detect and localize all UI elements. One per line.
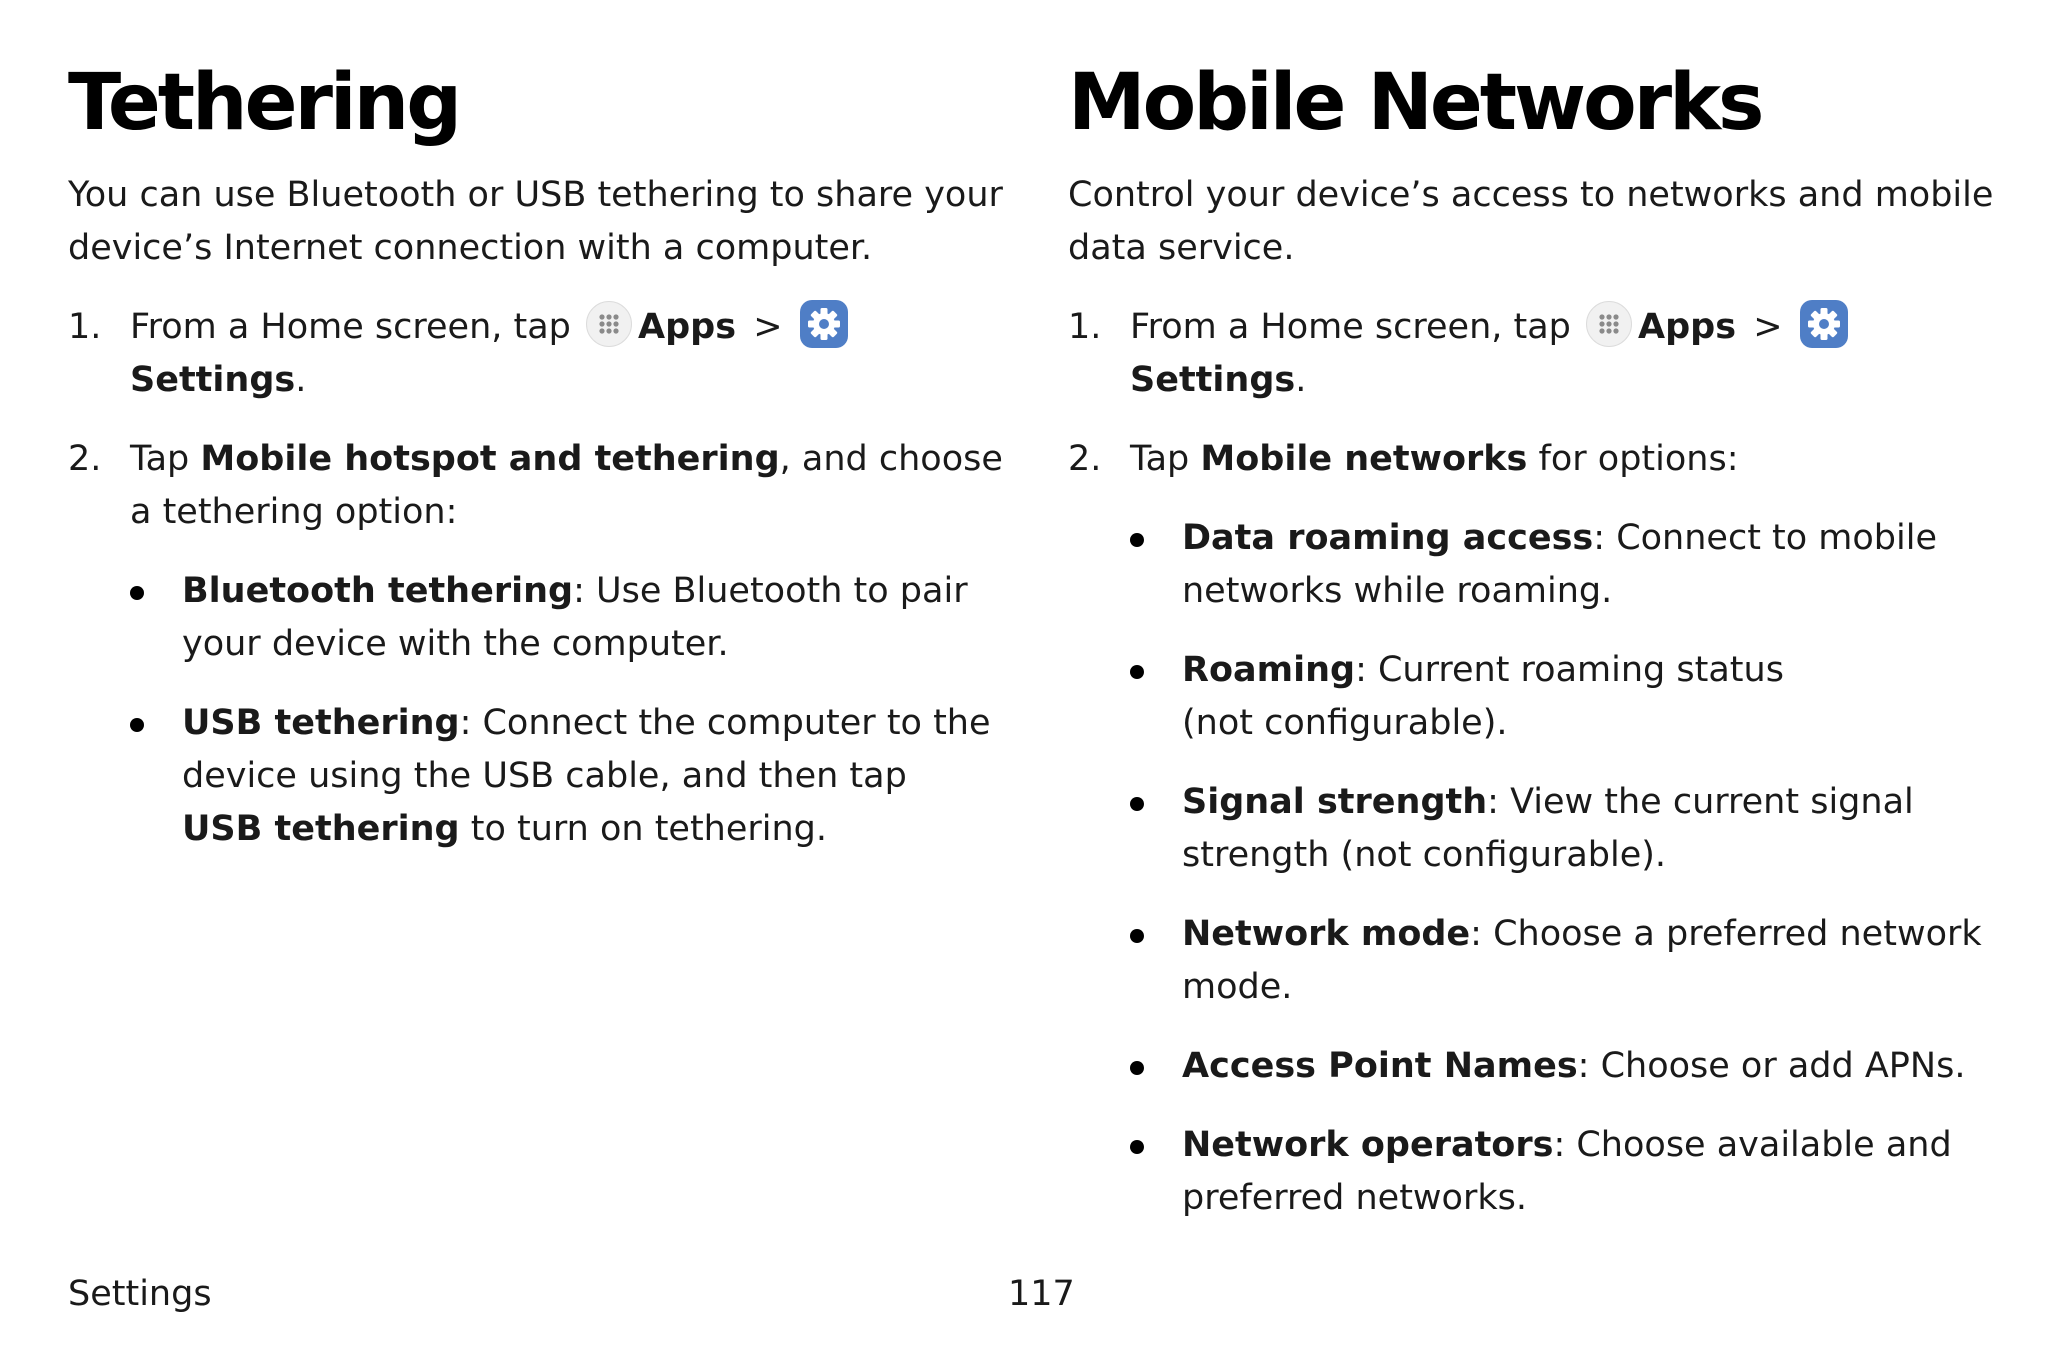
apps-grid-icon [586,301,632,347]
bullet-icon [1130,1061,1144,1075]
option-description: : Current roaming status [1355,650,1784,690]
step-number: 2. [68,439,102,479]
step-suffix: , and choose a tethering option: [130,439,1003,532]
footer-section-label: Settings [68,1274,212,1314]
tethering-section [68,55,1008,882]
option-description: : Use Bluetooth to pair your device with the computer. [182,571,968,664]
list-item [1130,908,2008,1014]
option-description: : Choose available and preferred networks. [1182,1125,1952,1218]
option-description: : Choose a preferred network mode. [1182,914,1982,1007]
bullet-icon [1130,1140,1144,1154]
mobile-networks-step-2 [1068,433,2008,486]
option-name: Access Point Names [1182,1046,1578,1086]
option-name: Roaming [1182,650,1356,690]
chevron-right-icon: > [753,307,783,347]
option-name: Network mode [1182,914,1471,954]
list-item [130,697,1008,856]
option-description: : Choose or add APNs. [1577,1046,1966,1086]
option-description: : View the current signal strength (not configurable). [1182,782,1914,875]
option-name: USB tethering [182,703,460,743]
tethering-title: Tethering [68,58,460,148]
list-item [1130,776,2008,882]
step-text: From a Home screen, tap [1130,307,1571,347]
bullet-icon [130,586,144,600]
step-number: 2. [1068,439,1102,479]
step-number: 1. [68,307,102,347]
apps-label: Apps [1638,307,1737,347]
step-text: Tap [130,439,190,479]
mobile-networks-title: Mobile Networks [1068,58,1762,148]
settings-label: Settings [130,360,296,400]
bullet-icon [130,718,144,732]
bullet-icon [1130,665,1144,679]
tethering-step-2 [68,433,1008,539]
step-suffix: . [295,360,307,400]
page-number: 117 [1008,1274,1075,1314]
tethering-step-1 [68,301,1008,407]
apps-grid-icon [1586,301,1632,347]
tethering-options-list [68,565,1008,856]
option-name: Data roaming access [1182,518,1594,558]
option-name: Bluetooth tethering [182,571,574,611]
step-text: Tap [1130,439,1190,479]
chevron-right-icon: > [1753,307,1783,347]
bullet-icon [1130,929,1144,943]
step-bold: Mobile hotspot and tethering [200,439,780,479]
list-item [1130,1040,2008,1093]
option-name: Signal strength [1182,782,1488,822]
option-description-tail: to turn on tethering. [470,809,828,849]
step-suffix: . [1295,360,1307,400]
mobile-networks-options-list [1068,512,2008,1225]
list-item [130,565,1008,671]
option-description: : Connect to mobile networks while roaming. [1182,518,1938,611]
settings-gear-icon [1800,300,1848,348]
step-suffix: for options: [1538,439,1739,479]
option-name-inline: USB tethering [182,809,460,849]
mobile-networks-section [1068,55,2008,1251]
step-bold: Mobile networks [1200,439,1528,479]
step-number: 1. [1068,307,1102,347]
option-description-line2: (not configurable). [1182,703,1508,743]
apps-label: Apps [638,307,737,347]
option-name: Network operators [1182,1125,1554,1165]
list-item [1130,644,2008,750]
mobile-networks-step-1 [1068,301,2008,407]
option-description: : Connect the computer to the device using the USB cable, and then tap [182,703,991,796]
step-text: From a Home screen, tap [130,307,571,347]
bullet-icon [1130,797,1144,811]
list-item [1130,512,2008,618]
bullet-icon [1130,533,1144,547]
settings-label: Settings [1130,360,1296,400]
list-item [1130,1119,2008,1225]
mobile-networks-intro: Control your device’s access to networks and mobile data service. [1068,175,1994,268]
tethering-intro: You can use Bluetooth or USB tethering to share your device’s Internet connection with a computer. [68,175,1003,268]
settings-gear-icon [800,300,848,348]
